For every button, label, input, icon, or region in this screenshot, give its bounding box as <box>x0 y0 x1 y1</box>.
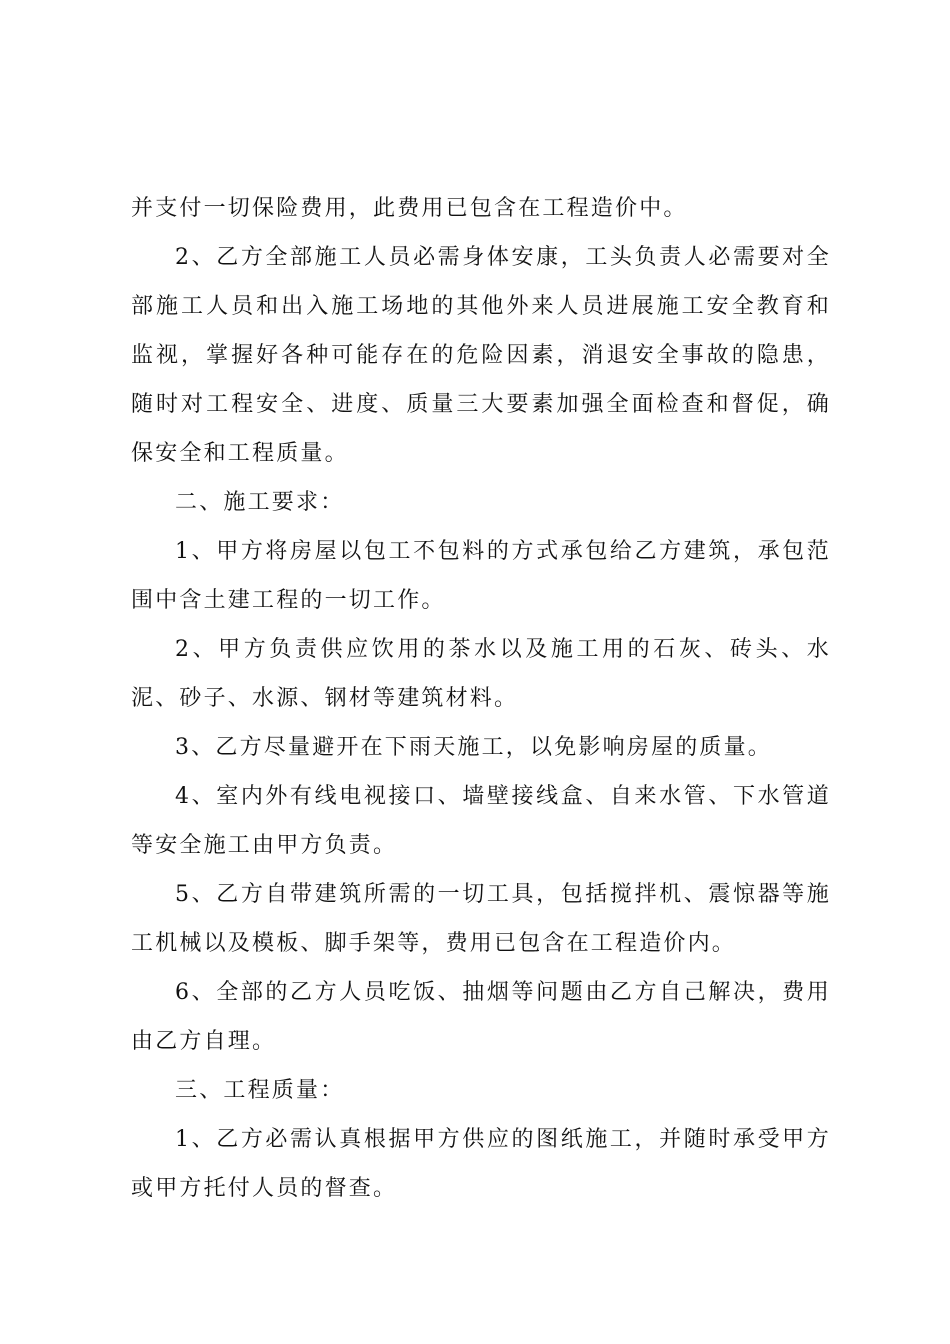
paragraph-materials-supply: 2、甲方负责供应饮用的茶水以及施工用的石灰、砖头、水泥、砂子、水源、钢材等建筑材料。 <box>131 637 831 711</box>
paragraph-utilities-installation: 4、室内外有线电视接口、墙壁接线盒、自来水管、下水管道等安全施工由甲方负责。 <box>131 784 831 858</box>
paragraph-contract-scope: 1、甲方将房屋以包工不包料的方式承包给乙方建筑，承包范围中含土建工程的一切工作。 <box>131 539 831 613</box>
paragraph-drawing-compliance: 1、乙方必需认真根据甲方供应的图纸施工，并随时承受甲方或甲方托付人员的督查。 <box>131 1127 831 1201</box>
paragraph-meals-expenses: 6、全部的乙方人员吃饭、抽烟等问题由乙方自己解决，费用由乙方自理。 <box>131 980 831 1054</box>
paragraph-rain-avoidance: 3、乙方尽量避开在下雨天施工，以免影响房屋的质量。 <box>175 735 772 760</box>
document-body <box>131 184 831 1213</box>
section-heading-construction-requirements: 二、施工要求： <box>175 490 345 515</box>
section-heading-project-quality: 三、工程质量： <box>175 1078 345 1103</box>
paragraph-worker-safety: 2、乙方全部施工人员必需身体安康，工头负责人必需要对全部施工人员和出入施工场地的其他外来人员进展施工安全教育和监视，掌握好各种可能存在的危险因素，消退安全事故的隐患，随时对工程安全、进度、质量三大要素加强全面检查和督促，确保安全和工程质量。 <box>131 245 831 466</box>
paragraph-insurance-continued: 并支付一切保险费用，此费用已包含在工程造价中。 <box>131 196 688 221</box>
paragraph-tools-equipment: 5、乙方自带建筑所需的一切工具，包括搅拌机、震惊器等施工机械以及模板、脚手架等，费用已包含在工程造价内。 <box>131 882 831 956</box>
